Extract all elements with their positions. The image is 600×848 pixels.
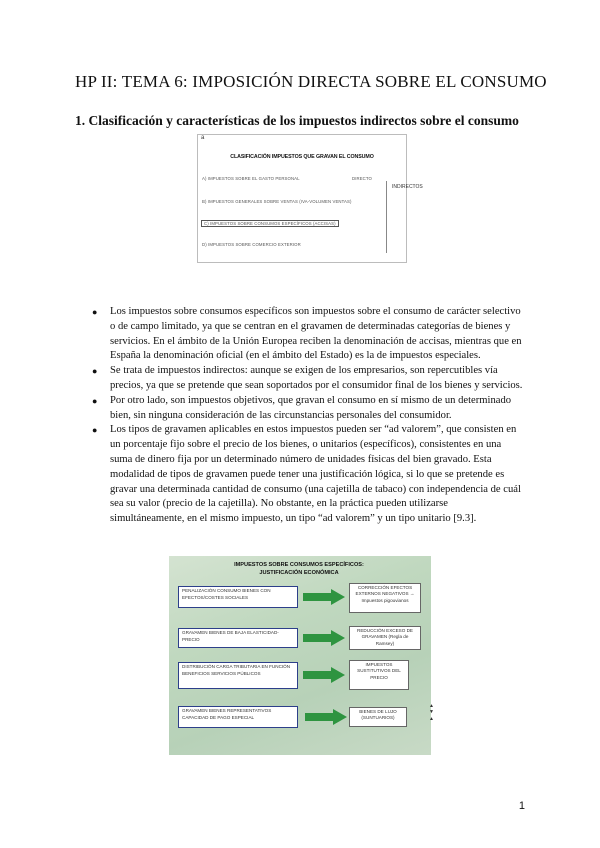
classification-row-label: A) IMPUESTOS SOBRE EL GASTO PERSONAL xyxy=(202,176,300,181)
classification-row-c xyxy=(201,220,339,227)
arrow-right-icon xyxy=(305,709,347,725)
figure-mark: a xyxy=(201,135,205,141)
bullet-text: Se trata de impuestos indirectos: aunque se exigen de los empresarios, son repercutibles vía precios, ya que se pretende que sean soportados por el consumidor final de los bienes y servicios. xyxy=(110,365,523,391)
justification-right-box: BIENES DE LUJO (SUNTUARIOS) xyxy=(349,707,407,727)
justification-right-box: REDUCCIÓN EXCESO DE GRAVAMEN (Regla de Ramsey) xyxy=(349,626,421,650)
bullet-icon: ● xyxy=(92,395,98,406)
justification-left-box: GRAVAMEN BIENES REPRESENTATIVOS CAPACIDAD DE PAGO ESPECIAL xyxy=(178,706,298,728)
arrow-right-icon xyxy=(303,667,345,683)
classification-row-label: C) IMPUESTOS SOBRE CONSUMOS ESPECÍFICOS (ACCISAS) xyxy=(204,221,336,226)
document-title: HP II: TEMA 6: IMPOSICIÓN DIRECTA SOBRE EL CONSUMO xyxy=(75,72,547,91)
bullet-text: Por otro lado, son impuestos objetivos, que gravan el consumo en sí mismo de un determinado bien, sin ninguna consideración de las circunstancias personales del consumidor. xyxy=(110,394,512,421)
justification-figure xyxy=(169,556,431,755)
justification-right-box: CORRECCIÓN EFECTOS EXTERNOS NEGATIVOS → Impuestos pigouvianos xyxy=(349,583,421,613)
classification-row-a xyxy=(202,176,372,181)
arrow-shape xyxy=(303,667,345,683)
classification-row-b xyxy=(202,199,352,204)
list-item xyxy=(92,394,524,424)
classification-row-d xyxy=(202,242,301,247)
justification-left-box: GRAVAMEN BIENES DE BAJA ELASTICIDAD-PRECIO xyxy=(178,628,298,648)
page-number: 1 xyxy=(518,800,525,812)
list-item xyxy=(92,364,524,394)
bullet-icon: ● xyxy=(92,307,98,317)
classification-vertical-label: INDIRECTOS xyxy=(392,184,423,190)
bullet-text: Los impuestos sobre consumos específicos son impuestos sobre el consumo de carácter selectivo o de campo limitado, ya que se centran en el gravamen de determinadas categorías de bienes y servicios. En el ámbito de la Unión Europea reciben la denominación de accisas, mientras que en España la denominación oficial (en el ámbito del Estado) es la de impuestos especiales. xyxy=(110,306,522,362)
arrow-right-icon xyxy=(303,589,345,605)
classification-row-label: D) IMPUESTOS SOBRE COMERCIO EXTERIOR xyxy=(202,242,301,247)
arrow-shape xyxy=(303,589,345,605)
side-mark-icon: ▲ ▼ ▲ xyxy=(429,703,434,722)
justification-left-box: PENALIZACIÓN CONSUMO BIENES CON EFECTOS/COSTES SOCIALES xyxy=(178,586,298,608)
classification-row-label: B) IMPUESTOS GENERALES SOBRE VENTAS (IVA-VOLUMEN VENTAS) xyxy=(202,199,352,204)
bullet-list xyxy=(92,305,524,527)
classification-figure xyxy=(197,134,423,263)
list-item xyxy=(92,423,524,527)
bullet-icon: ● xyxy=(92,366,98,377)
section-heading: 1. Clasificación y características de los impuestos indirectos sobre el consumo xyxy=(75,113,519,128)
bullet-icon: ● xyxy=(92,425,98,436)
classification-row-right: DIRECTO xyxy=(352,176,372,181)
bullet-text: Los tipos de gravamen aplicables en estos impuestos pueden ser “ad valorem”, que consisten en un porcentaje fijo sobre el precio de los bienes, o unitarios (específicos), consistentes en una suma de dinero fija por un determinado número de unidades físicas del bien gravado. Esta modalidad de tipos de gravamen puede tener una justificación lógica, si lo que se pretende es gravar una determinada cantidad de consumo (una cajetilla de tabaco) con independencia de cuál sea su valor (precio de la cajetilla). No obstante, en la práctica pueden utilizarse simultáneamente, en el mismo impuesto, un tipo “ad valorem” y un tipo unitario [9.3]. xyxy=(110,424,521,525)
justification-left-box: DISTRIBUCIÓN CARGA TRIBUTARIA EN FUNCIÓN BENEFICIOS SERVICIOS PÚBLICOS xyxy=(178,662,298,689)
arrow-shape xyxy=(303,630,345,646)
justification-title: IMPUESTOS SOBRE CONSUMOS ESPECÍFICOS: JUSTIFICACIÓN ECONÓMICA xyxy=(234,562,364,576)
justification-right-box: IMPUESTOS SUSTITUTIVOS DEL PRECIO xyxy=(349,660,409,690)
classification-title: CLASIFICACIÓN IMPUESTOS QUE GRAVAN EL CONSUMO xyxy=(230,154,374,160)
list-item xyxy=(92,305,524,364)
arrow-right-icon xyxy=(303,630,345,646)
arrow-shape xyxy=(305,709,347,725)
classification-bracket xyxy=(386,181,389,253)
